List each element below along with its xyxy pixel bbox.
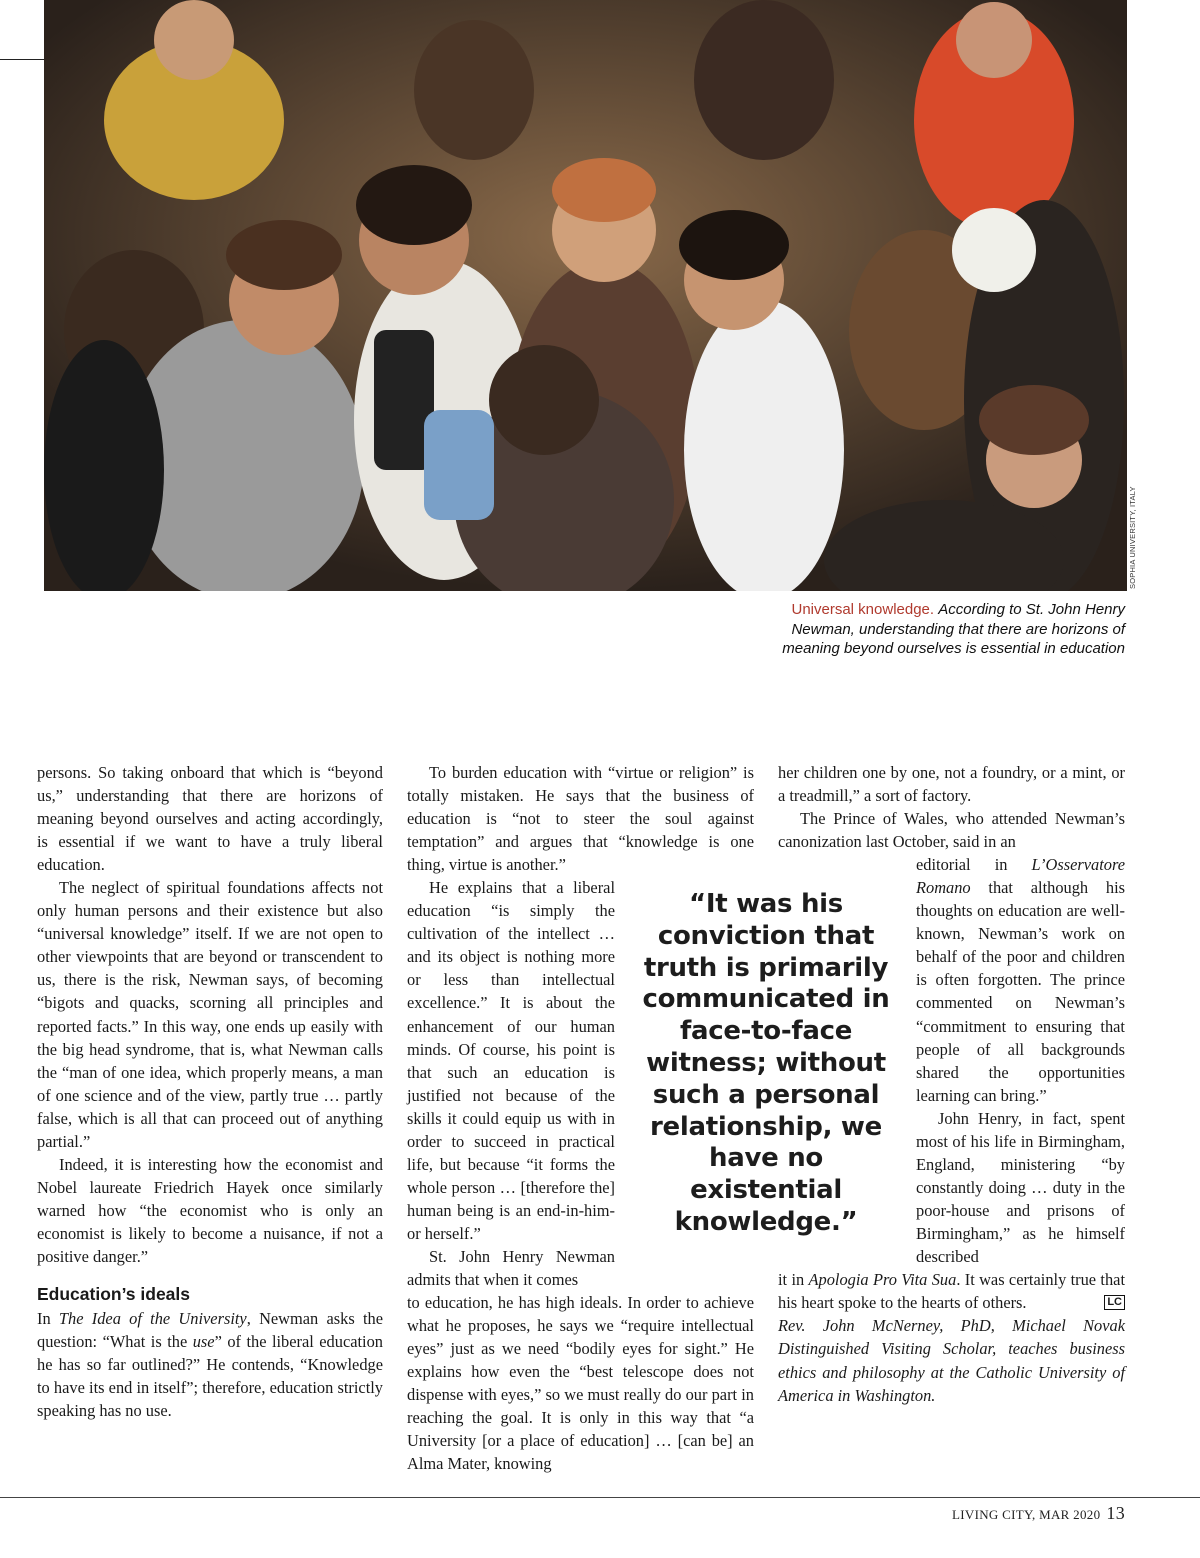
- paragraph: The Prince of Wales, who attended Newman’s canonization last October, said in an: [778, 809, 1125, 852]
- text-run: editorial in: [916, 855, 1032, 875]
- paragraph: her children one by one, not a foundry, or a mint, or a treadmill,” a sort of factory.: [778, 763, 1125, 806]
- column-3: [778, 761, 1125, 1407]
- text-run: it in: [778, 1270, 809, 1290]
- paragraph: persons. So taking onboard that which is “beyond us,” understanding that there are horizons of meaning beyond ourselves and acting accordingly, is essential if we want to have a truly liberal education.: [37, 763, 383, 875]
- photo-caption: [760, 600, 1125, 659]
- narrow-block: [916, 853, 1125, 1268]
- paragraph: [778, 1268, 1125, 1314]
- lc-end-mark: LC: [1104, 1295, 1125, 1310]
- text-run: that although his thoughts on education are well-known, Newman’s work on behalf of the poor and children is often forgotten. The prince commented on Newman’s “commitment to ensuring that people of all backgrounds shared the opportunities learning can bring.”: [916, 878, 1125, 1105]
- crowd-photo: [44, 0, 1127, 591]
- newspaper-title: L’Osservatore Romano: [916, 855, 1125, 898]
- emphasis: use: [192, 1332, 215, 1352]
- paragraph: Indeed, it is interesting how the economist and Nobel laureate Friedrich Hayek once similarly warned how “the economist who is only an economist is likely to become a nuisance, if not a positive danger.”: [37, 1154, 383, 1266]
- photo-credit-text: SOPHIA UNIVERSITY, ITALY: [1128, 486, 1137, 589]
- pull-quote: “It was his conviction that truth is primarily communicated in face-to-face witness; without such a personal relationship, we have no existential knowledge.”: [642, 889, 890, 1237]
- paragraph: The neglect of spiritual foundations affects not only human persons and their existence but also “universal knowledge” itself. If we are not open to other viewpoints that are beyond or transcendent to us, there is the risk, Newman says, of becoming “bigots and quacks, scorning all principles and reported facts.” In this way, one ends up easily with the big head syndrome, that is, what Newman calls the “man of one idea, which properly means, a man of one science and of the view, partly true … partly false, which is all that can proceed out of anything partial.”: [37, 878, 383, 1151]
- paragraph: To burden education with “virtue or religion” is totally mistaken. He says that the business of education is “not to steer the soul against temptation” and argues that “knowledge is one thing, virtue is another.”: [407, 763, 754, 875]
- top-left-rule: [0, 59, 44, 60]
- book-title: Apologia Pro Vita Sua: [808, 1270, 957, 1290]
- text-run: ” of the liberal education he has so far outlined?” He contends, “Knowledge to have its end in itself”; therefore, education strictly speaking has no use.: [37, 1332, 383, 1421]
- paragraph: St. John Henry Newman admits that when it comes: [407, 1246, 615, 1290]
- book-title: The Idea of the University: [58, 1309, 247, 1329]
- paragraph: [916, 853, 1125, 1107]
- crowd-photo-illustration: [44, 0, 1127, 591]
- paragraph: He explains that a liberal education “is simply the cultivation of the intellect … and its object is nothing more or less than intellectual excellence.” It is about the enhancement of our human minds. Of course, his point is that such an education is justified not because of the skills it could equip us with in order to succeed in practical life, but because “it forms the whole person … [therefore the] human being is an end-in-him-or herself.”: [407, 878, 615, 1243]
- author-bio: Rev. John McNerney, PhD, Michael Novak Distinguished Visiting Scholar, teaches business ethics and philosophy at the Catholic University of America in Washington.: [778, 1316, 1125, 1406]
- paragraph: to education, he has high ideals. In order to achieve what he proposes, he says we “require intellectual eyes” just as we need “bodily eyes for sight.” He explains how even the “best telescope does not dispense with eyes,” so we must really do our part in reaching the goal. It is only in this way that “a University [or a place of education] … [can be] an Alma Mater, knowing: [407, 1293, 754, 1474]
- page-number: 13: [1106, 1503, 1125, 1523]
- text-run: , Newman asks the question: “What is the: [37, 1309, 384, 1352]
- caption-label: Universal knowledge.: [791, 601, 935, 618]
- narrow-block: [407, 876, 615, 1291]
- text-run: In: [37, 1309, 59, 1329]
- paragraph: John Henry, in fact, spent most of his life in Birmingham, England, ministering “by constantly doing … duty in the poor-house and prisons of Birmingham,” as he himself described: [916, 1108, 1125, 1266]
- section-heading: Education’s ideals: [37, 1284, 191, 1305]
- page-footer: [952, 1503, 1125, 1524]
- magazine-issue: LIVING CITY, MAR 2020: [952, 1507, 1101, 1522]
- paragraph: [37, 1307, 383, 1422]
- column-1: [37, 761, 383, 1422]
- photo-credit: [1128, 485, 1142, 589]
- text-run: . It was certainly true that his heart spoke to the hearts of others.: [778, 1270, 1125, 1313]
- footer-rule: [0, 1497, 1200, 1498]
- caption-text: According to St. John Henry Newman, understanding that there are horizons of meaning beyond ourselves is essential in education: [782, 601, 1125, 657]
